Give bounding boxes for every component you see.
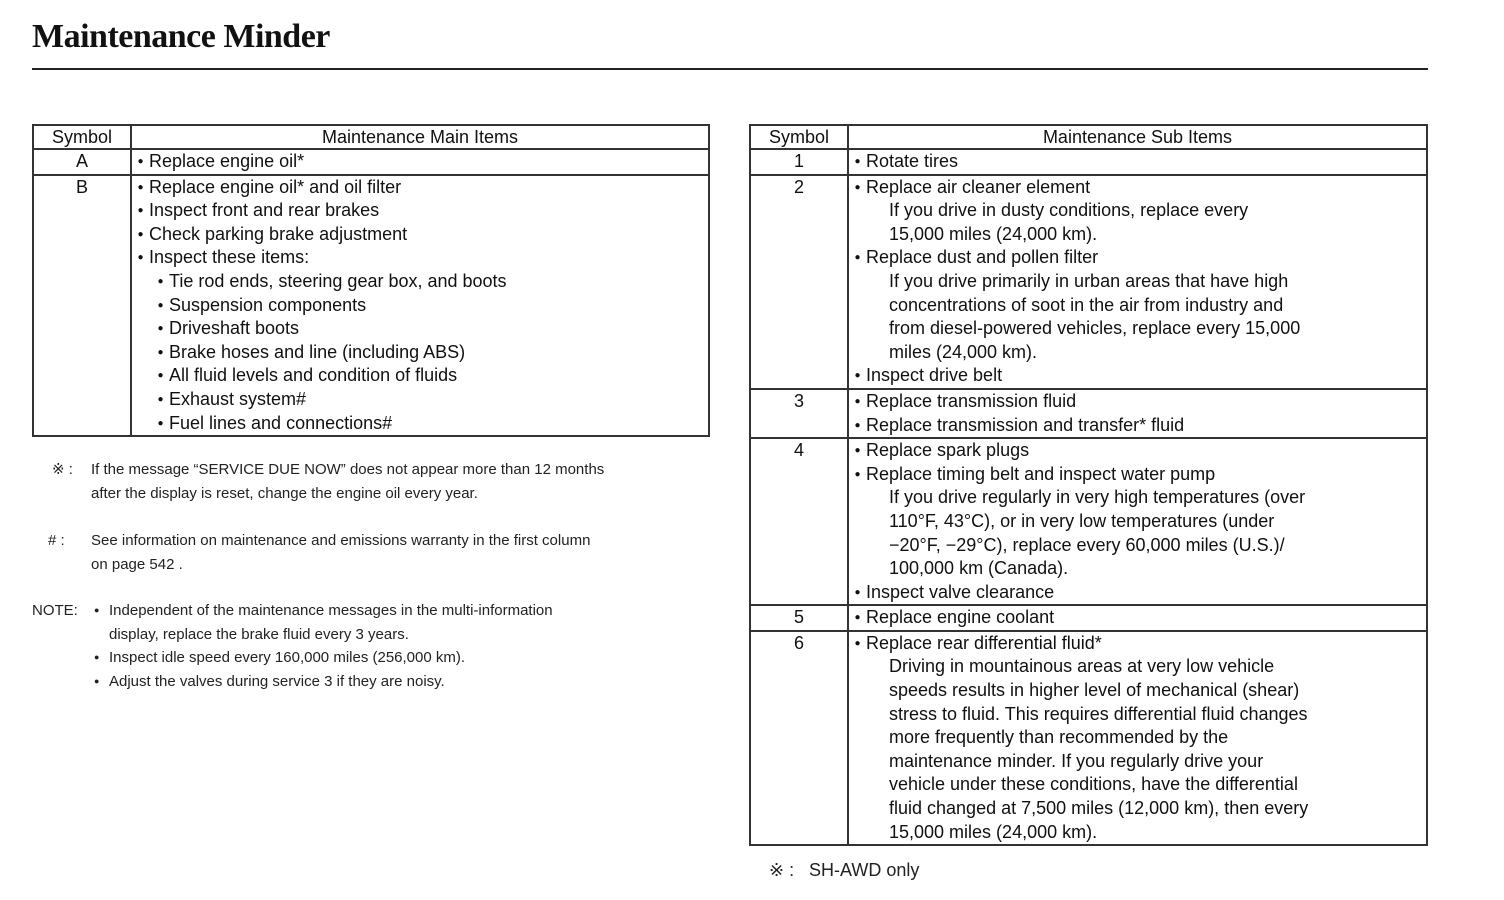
item-note: vehicle under these conditions, have the differential — [889, 774, 1298, 795]
row-items — [848, 438, 1427, 605]
table-row — [750, 389, 1427, 438]
main-items-table — [32, 124, 710, 437]
list-item: ● Rotate tires — [849, 150, 1426, 174]
list-item: ● Inspect valve clearance — [849, 581, 1426, 605]
items-header: Maintenance Sub Items — [848, 125, 1427, 149]
note-item: ● Adjust the valves during service 3 if they are noisy. — [94, 670, 712, 694]
list-item: ● Inspect these items: — [132, 246, 708, 270]
item-note: If you drive in dusty conditions, replace every — [889, 200, 1249, 221]
note-item-continued: display, replace the brake fluid every 3 years. — [109, 625, 409, 643]
sub-items-table — [749, 124, 1428, 846]
list-item: ● Replace spark plugs — [849, 439, 1426, 463]
footnote-line: See information on maintenance and emissions warranty in the first column — [91, 532, 591, 549]
items-header: Maintenance Main Items — [131, 125, 709, 149]
row-symbol: 2 — [750, 175, 848, 389]
sub-list-item: ● Brake hoses and line (including ABS) — [132, 341, 708, 365]
list-item: ● Replace timing belt and inspect water pump — [849, 463, 1426, 487]
symbol-header: Symbol — [33, 125, 131, 149]
sub-list-item: ● Driveshaft boots — [132, 317, 708, 341]
row-symbol: B — [33, 175, 131, 437]
sub-list-item: ● Fuel lines and connections# — [132, 412, 708, 436]
list-item: ● Inspect front and rear brakes — [132, 199, 708, 223]
row-symbol: 5 — [750, 605, 848, 631]
row-symbol: 4 — [750, 438, 848, 605]
item-note: 15,000 miles (24,000 km). — [889, 223, 1098, 244]
page-title: Maintenance Minder — [32, 18, 330, 55]
table-row — [33, 175, 709, 437]
table-row — [750, 605, 1427, 631]
row-items — [848, 149, 1427, 175]
row-items — [848, 175, 1427, 389]
footnote-line: If the message “SERVICE DUE NOW” does not appear more than 12 months — [91, 461, 605, 478]
item-note: 15,000 miles (24,000 km). — [889, 821, 1098, 842]
item-note: more frequently than recommended by the — [889, 727, 1229, 748]
footnote-warranty — [48, 529, 712, 576]
note-block — [32, 599, 712, 693]
item-note: from diesel-powered vehicles, replace every 15,000 — [889, 318, 1301, 339]
row-items — [848, 389, 1427, 438]
item-note: −20°F, −29°C), replace every 60,000 miles (U.S.)/ — [889, 534, 1285, 555]
row-items — [848, 605, 1427, 631]
row-symbol: 1 — [750, 149, 848, 175]
list-item: ● Replace engine oil* — [132, 150, 708, 174]
list-item: ● Replace air cleaner element — [849, 176, 1426, 200]
row-items — [131, 149, 709, 175]
item-note: miles (24,000 km). — [889, 341, 1038, 362]
note-item: ● Inspect idle speed every 160,000 miles (256,000 km). — [94, 646, 712, 670]
table-row — [33, 149, 709, 175]
sub-list-item: ● Suspension components — [132, 294, 708, 318]
list-item: ● Check parking brake adjustment — [132, 223, 708, 247]
table-row — [750, 438, 1427, 605]
footnote-line: SH-AWD only — [809, 860, 920, 880]
table-row — [750, 631, 1427, 845]
list-item: ● Replace engine oil* and oil filter — [132, 176, 708, 200]
row-symbol: 3 — [750, 389, 848, 438]
list-item: ● Replace dust and pollen filter — [849, 246, 1426, 270]
item-note: speeds results in higher level of mechanical (shear) — [889, 680, 1300, 701]
item-note: If you drive regularly in very high temperatures (over — [889, 487, 1306, 508]
list-item: ● Replace rear differential fluid* — [849, 632, 1426, 656]
table-header-row — [750, 125, 1427, 149]
row-items — [848, 631, 1427, 845]
item-note: If you drive primarily in urban areas that have high — [889, 270, 1289, 291]
item-note: fluid changed at 7,500 miles (12,000 km), then every — [889, 798, 1309, 819]
list-item: ● Replace transmission and transfer* fluid — [849, 414, 1426, 438]
hash-mark: # : — [48, 532, 65, 549]
row-items — [131, 175, 709, 437]
note-item: ● Independent of the maintenance messages in the multi-information — [94, 599, 712, 623]
table-row — [750, 175, 1427, 389]
item-note: maintenance minder. If you regularly drive your — [889, 750, 1264, 771]
item-note: concentrations of soot in the air from industry and — [889, 294, 1284, 315]
row-symbol: A — [33, 149, 131, 175]
title-divider — [32, 68, 1428, 70]
table-row — [750, 149, 1427, 175]
item-note: 100,000 km (Canada). — [889, 558, 1069, 579]
asterisk-mark: ※ : — [52, 461, 73, 478]
footnote-sh-awd — [769, 859, 919, 883]
list-item: ● Inspect drive belt — [849, 364, 1426, 388]
sub-list-item: ● Exhaust system# — [132, 388, 708, 412]
list-item: ● Replace transmission fluid — [849, 390, 1426, 414]
row-symbol: 6 — [750, 631, 848, 845]
footnote-oil — [52, 458, 712, 505]
item-note: Driving in mountainous areas at very low vehicle — [889, 656, 1275, 677]
sub-list-item: ● Tie rod ends, steering gear box, and boots — [132, 270, 708, 294]
item-note: 110°F, 43°C), or in very low temperatures (under — [889, 510, 1275, 531]
footnote-line: after the display is reset, change the engine oil every year. — [91, 484, 478, 502]
sub-list-item: ● All fluid levels and condition of fluids — [132, 364, 708, 388]
footnote-line: on page 542 . — [91, 555, 183, 573]
table-header-row — [33, 125, 709, 149]
list-item: ● Replace engine coolant — [849, 606, 1426, 630]
note-label: NOTE: — [32, 602, 78, 619]
item-note: stress to fluid. This requires differential fluid changes — [889, 703, 1308, 724]
asterisk-mark: ※ : — [769, 860, 795, 880]
symbol-header: Symbol — [750, 125, 848, 149]
